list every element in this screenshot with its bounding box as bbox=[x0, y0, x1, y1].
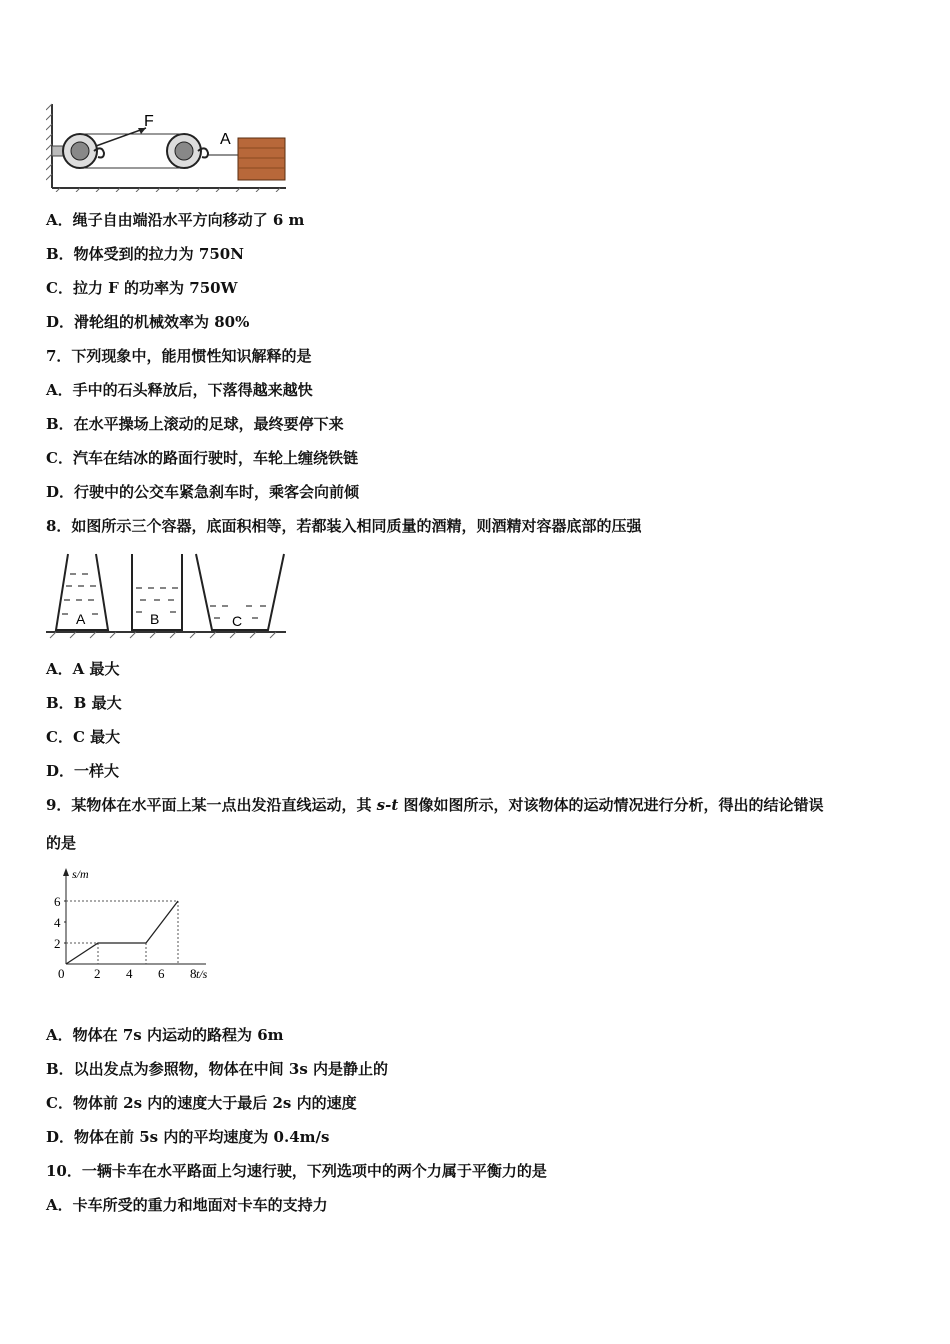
q6-option-c: C．拉力 F 的功率为 750W bbox=[46, 279, 238, 297]
x-tick-label: 0 bbox=[58, 966, 65, 981]
container-label-a: A bbox=[76, 611, 86, 627]
x-tick-label: 8 bbox=[190, 966, 197, 981]
q8-option-c: C．C 最大 bbox=[46, 728, 121, 746]
q7-option-d: D．行驶中的公交车紧急刹车时，乘客会向前倾 bbox=[46, 483, 360, 501]
pulley-figure bbox=[46, 100, 291, 192]
q9-stem-post: 图像如图所示，对该物体的运动情况进行分析，得出的结论错误 bbox=[398, 796, 824, 814]
q7-option-c: C．汽车在结冰的路面行驶时，车轮上缠绕铁链 bbox=[46, 449, 358, 467]
force-label-F: F bbox=[144, 113, 154, 130]
q8-option-d: D．一样大 bbox=[46, 762, 120, 780]
x-axis-label: t/s bbox=[196, 967, 208, 981]
y-axis-arrow bbox=[63, 868, 69, 876]
q10-stem: 10．一辆卡车在水平路面上匀速行驶，下列选项中的两个力属于平衡力的是 bbox=[46, 1162, 547, 1180]
containers-figure bbox=[46, 550, 286, 642]
st-chart bbox=[46, 866, 221, 988]
y-tick-label: 2 bbox=[54, 936, 61, 951]
q7-option-b: B．在水平操场上滚动的足球，最终要停下来 bbox=[46, 415, 344, 433]
q9-option-b: B．以出发点为参照物，物体在中间 3s 内是静止的 bbox=[46, 1060, 389, 1078]
container-label-b: B bbox=[150, 611, 160, 627]
q6-option-a: A．绳子自由端沿水平方向移动了 6 m bbox=[46, 211, 305, 229]
q10-option-a: A．卡车所受的重力和地面对卡车的支持力 bbox=[46, 1196, 328, 1214]
q9-stem-line2: 的是 bbox=[46, 834, 77, 852]
q9-option-a: A．物体在 7s 内运动的路程为 6m bbox=[46, 1026, 284, 1044]
q9-stem-pre: 9．某物体在水平面上某一点出发沿直线运动，其 bbox=[46, 796, 377, 814]
q7-option-a: A．手中的石头释放后，下落得越来越快 bbox=[46, 381, 313, 399]
y-tick-label: 6 bbox=[54, 894, 61, 909]
x-tick-label: 6 bbox=[158, 966, 165, 981]
q6-option-b: B．物体受到的拉力为 750N bbox=[46, 245, 244, 263]
q9-stem-var: s-t bbox=[376, 796, 399, 814]
q6-option-d: D．滑轮组的机械效率为 80% bbox=[46, 313, 250, 331]
q8-option-a: A．A 最大 bbox=[46, 660, 120, 678]
q7-stem: 7．下列现象中，能用惯性知识解释的是 bbox=[46, 347, 312, 365]
q8-stem: 8．如图所示三个容器，底面积相等，若都装入相同质量的酒精，则酒精对容器底部的压强 bbox=[46, 517, 642, 535]
q9-stem bbox=[46, 795, 824, 815]
object-label-A: A bbox=[220, 131, 231, 148]
q8-option-b: B．B 最大 bbox=[46, 694, 122, 712]
q9-option-c: C．物体前 2s 内的速度大于最后 2s 内的速度 bbox=[46, 1094, 357, 1112]
container-label-c: C bbox=[232, 613, 243, 629]
y-tick-label: 4 bbox=[54, 915, 61, 930]
series-line bbox=[66, 901, 178, 964]
q9-option-d: D．物体在前 5s 内的平均速度为 0.4m/s bbox=[46, 1128, 330, 1146]
x-tick-label: 4 bbox=[126, 966, 133, 981]
x-tick-label: 2 bbox=[94, 966, 101, 981]
y-axis-label: s/m bbox=[72, 867, 89, 881]
